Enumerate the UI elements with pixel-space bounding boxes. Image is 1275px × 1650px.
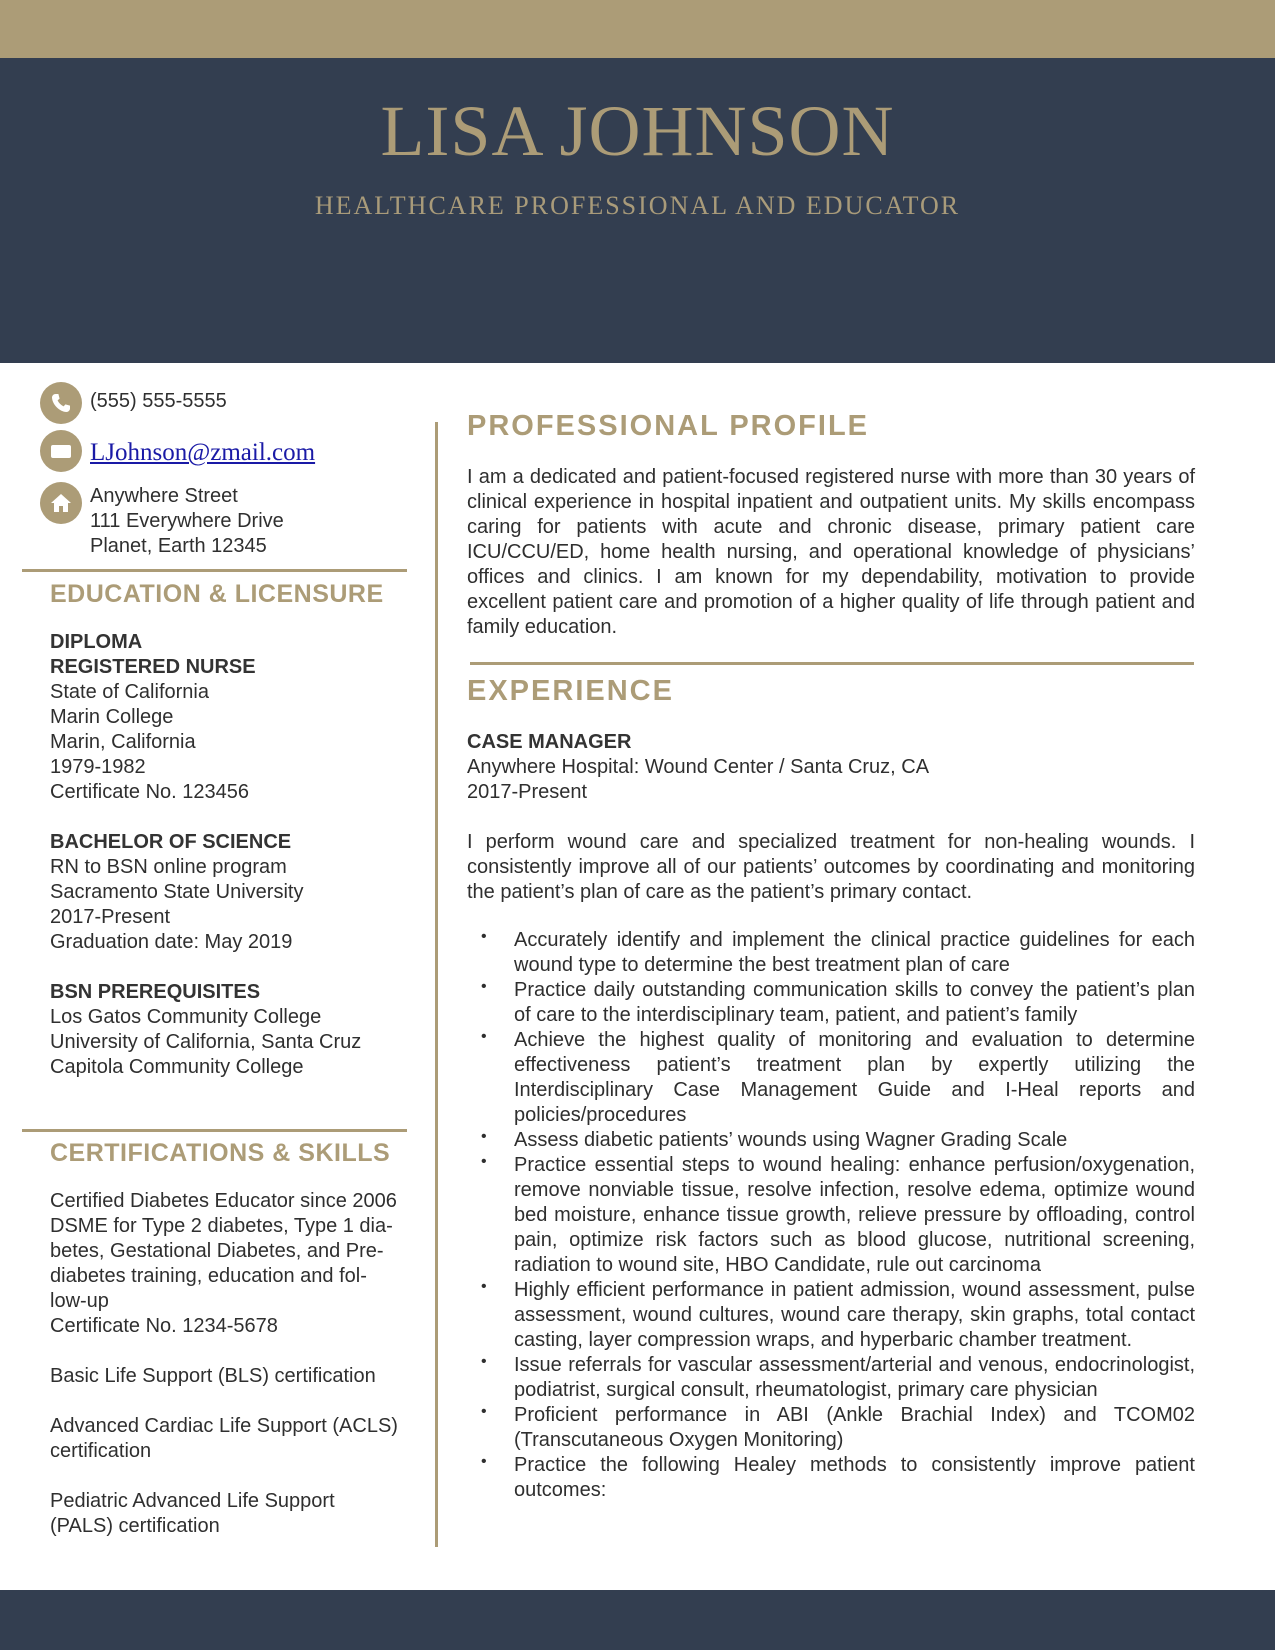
certification-line: DSME for Type 2 diabetes, Type 1 dia-	[50, 1215, 393, 1237]
certification-line: betes, Gestational Diabetes, and Pre-	[50, 1240, 384, 1262]
education-line: Marin, California	[50, 731, 196, 753]
education-line: Los Gatos Community College	[50, 1006, 322, 1028]
certification-line: Basic Life Support (BLS) certification	[50, 1365, 376, 1387]
column-divider	[435, 422, 438, 1547]
certification-line: Pediatric Advanced Life Support	[50, 1490, 335, 1512]
certification-line: (PALS) certification	[50, 1515, 220, 1537]
list-item: • Proficient performance in ABI (Ankle Brachial Index) and TCOM02 (Transcutaneous Oxygen Monitoring)	[467, 1403, 1195, 1453]
phone-number: (555) 555-5555	[90, 390, 227, 412]
email-link[interactable]: LJohnson@zmail.com	[90, 439, 316, 466]
certification-line: Certificate No. 1234-5678	[50, 1315, 278, 1337]
degree-title: BACHELOR OF SCIENCE	[50, 831, 292, 853]
list-item: • Assess diabetic patients’ wounds using Wagner Grading Scale	[467, 1128, 1195, 1153]
job-dates: 2017-Present	[467, 781, 588, 803]
candidate-name: LISA JOHNSON	[380, 91, 895, 171]
certifications-list	[50, 1189, 420, 1539]
education-line: State of California	[50, 681, 209, 703]
list-item: • Highly efficient performance in patient admission, wound assessment, pulse assessment, wound cultures, wound care therapy, skin graphs, total contact casting, layer compression wraps, and hyperbaric chamber treatment.	[467, 1278, 1195, 1353]
education-line: Sacramento State University	[50, 881, 304, 903]
address-line: Planet, Earth 12345	[90, 535, 267, 557]
education-list	[50, 630, 420, 1080]
education-line: University of California, Santa Cruz	[50, 1031, 362, 1053]
education-line: Graduation date: May 2019	[50, 931, 293, 953]
certification-line: low-up	[50, 1290, 109, 1312]
certification-line: Certified Diabetes Educator since 2006	[50, 1190, 397, 1212]
section-divider	[470, 662, 1194, 665]
address-line: 111 Everywhere Drive	[90, 510, 284, 532]
education-line: Capitola Community College	[50, 1056, 304, 1078]
job-role: CASE MANAGER	[467, 731, 632, 753]
section-divider	[22, 1129, 407, 1132]
section-divider	[22, 569, 407, 572]
address	[90, 484, 284, 559]
education-heading: EDUCATION & LICENSURE	[50, 580, 384, 608]
certification-line: Advanced Cardiac Life Support (ACLS)	[50, 1415, 398, 1437]
list-item: • Practice the following Healey methods to consistently improve patient outcomes:	[467, 1453, 1195, 1503]
list-item: • Practice essential steps to wound healing: enhance perfusion/oxygenation, remove nonviable tissue, resolve infection, resolve edema, optimize wound bed moisture, enhance tissue growth, relieve pressure by offloading, control pain, optimize risk factors such as blood glucose, nutritional screening, radiation to wound site, HBO Candidate, rule out carcinoma	[467, 1153, 1195, 1278]
degree-title: DIPLOMA	[50, 631, 143, 653]
education-line: Marin College	[50, 706, 174, 728]
envelope-icon	[40, 430, 82, 472]
top-accent-band	[0, 0, 1275, 58]
degree-title: REGISTERED NURSE	[50, 656, 256, 678]
list-item: • Accurately identify and implement the clinical practice guidelines for each wound type to determine the best treatment plan of care	[467, 928, 1195, 978]
phone-icon	[40, 382, 82, 424]
certifications-heading: CERTIFICATIONS & SKILLS	[50, 1139, 391, 1167]
profile-heading: PROFESSIONAL PROFILE	[467, 410, 870, 442]
experience-heading: EXPERIENCE	[467, 675, 674, 707]
job-header	[467, 730, 1195, 805]
certification-line: diabetes training, education and fol-	[50, 1265, 367, 1287]
list-item: • Issue referrals for vascular assessment/arterial and venous, endocrinologist, podiatrist, surgical consult, rheumatologist, primary care physician	[467, 1353, 1195, 1403]
email-row	[90, 440, 315, 467]
list-item: • Practice daily outstanding communication skills to convey the patient’s plan of care to the interdisciplinary team, patient, and patient’s family	[467, 978, 1195, 1028]
job-summary: I perform wound care and specialized treatment for non-healing wounds. I consistently improve all of our patients’ outcomes by coordinating and monitoring the patient’s plan of care as the patient’s primary contact.	[467, 831, 1195, 903]
degree-title: BSN PREREQUISITES	[50, 981, 261, 1003]
job-employer: Anywhere Hospital: Wound Center / Santa Cruz, CA	[467, 756, 930, 778]
duties-list	[467, 928, 1195, 1503]
footer-band	[0, 1590, 1275, 1650]
certification-line: certification	[50, 1440, 152, 1462]
education-line: RN to BSN online program	[50, 856, 287, 878]
profile-text: I am a dedicated and patient-focused registered nurse with more than 30 years of clinical experience in hospital inpatient and outpatient units. My skills encompass caring for patients with acute and chronic disease, primary patient care ICU/CCU/ED, home health nursing, and operational knowledge of physicians’ offices and clinics. I am known for my dependability, motivation to provide excellent patient care and promotion of a higher quality of life through patient and family education.	[467, 466, 1195, 638]
education-line: 2017-Present	[50, 906, 171, 928]
list-item: • Achieve the highest quality of monitoring and evaluation to determine effectiveness patient’s treatment plan by expertly utilizing the Interdisciplinary Case Management Guide and I-Heal reports and policies/procedures	[467, 1028, 1195, 1128]
address-line: Anywhere Street	[90, 485, 238, 507]
education-line: Certificate No. 123456	[50, 781, 250, 803]
candidate-title: HEALTHCARE PROFESSIONAL AND EDUCATOR	[314, 191, 961, 220]
home-icon	[40, 482, 82, 524]
education-line: 1979-1982	[50, 756, 146, 778]
